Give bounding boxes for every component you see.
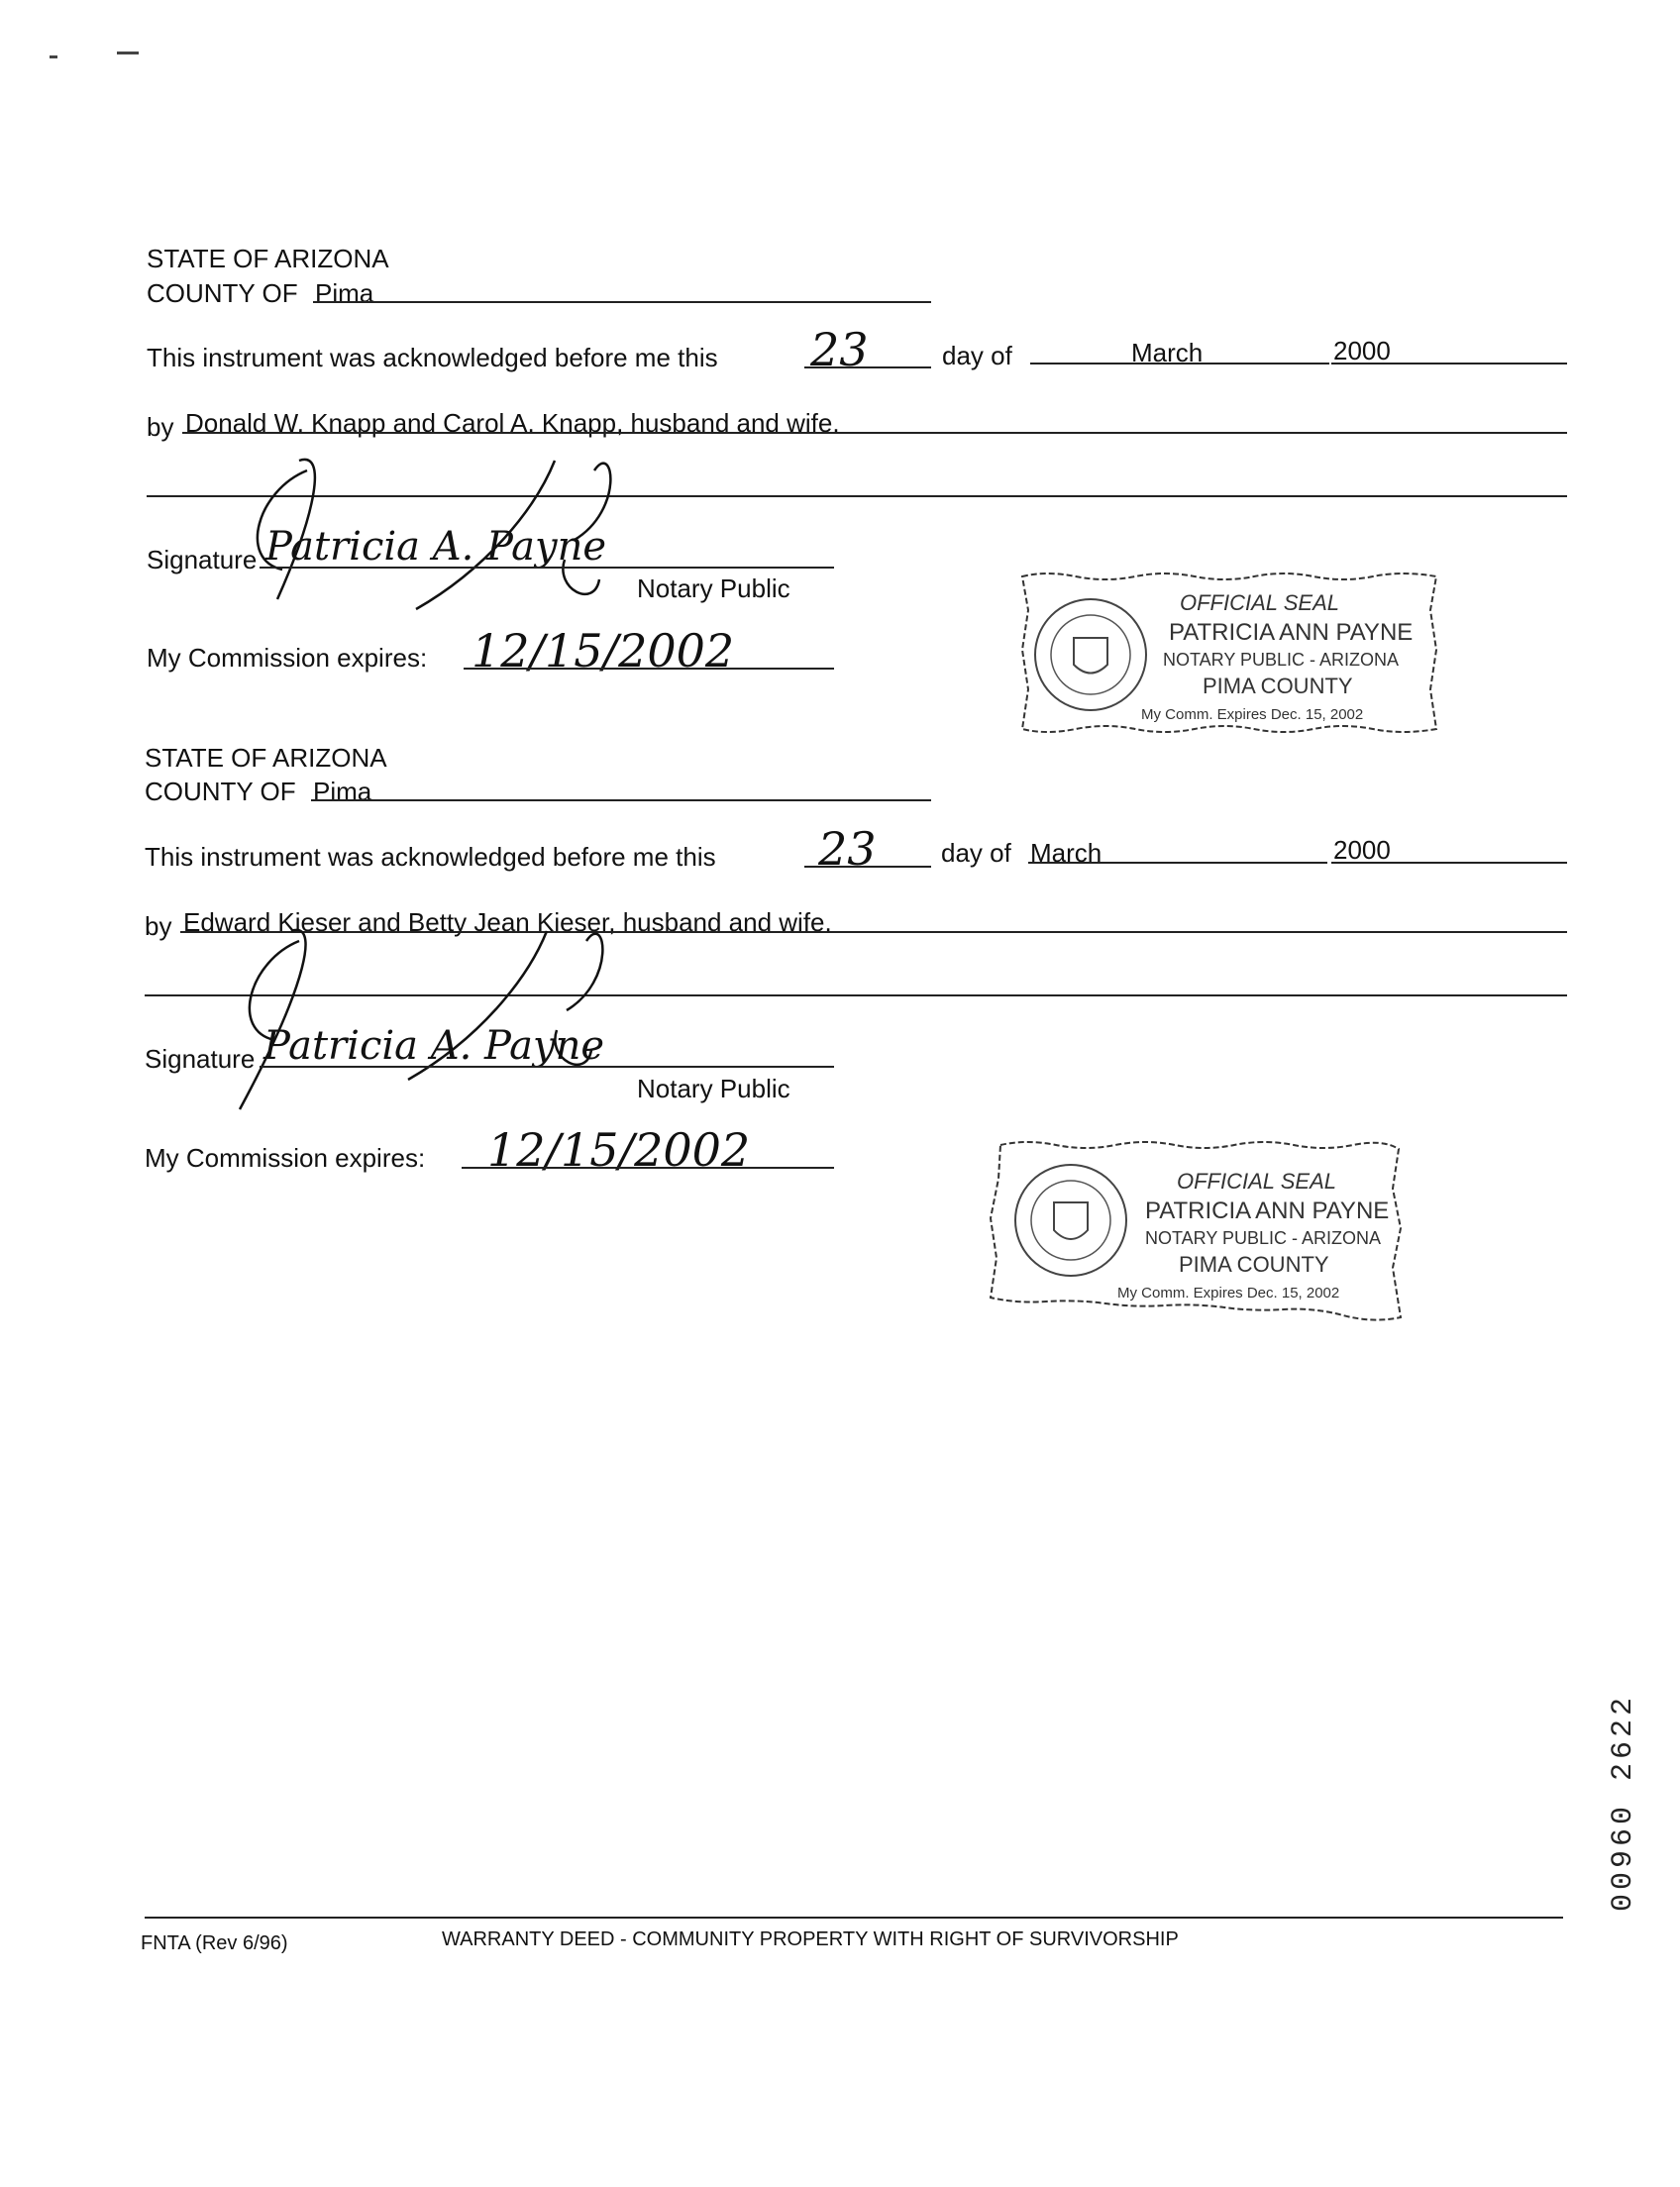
signature-label: Signature [145,1044,256,1074]
day-underline [804,866,931,868]
seal-line-county: PIMA COUNTY [1179,1252,1329,1277]
seal-line-expires: My Comm. Expires Dec. 15, 2002 [1141,706,1364,723]
month-underline [1030,363,1329,364]
seal-line-official: OFFICIAL SEAL [1180,590,1339,615]
day-of-label: day of [941,838,1011,868]
county-label: COUNTY OF [145,777,296,806]
commission-underline [464,668,834,670]
notary-signature: Patricia A. Payne [265,524,607,570]
seal-line-notary: NOTARY PUBLIC - ARIZONA [1163,650,1400,670]
county-underline [313,301,931,303]
signature-label: Signature [147,545,258,574]
county-value: Pima [313,777,372,806]
document-title: WARRANTY DEED - COMMUNITY PROPERTY WITH RIGHT OF SURVIVORSHIP [442,1928,1179,1950]
commission-label: My Commission expires: [147,643,428,673]
county-underline [311,799,931,801]
notary-public-label: Notary Public [637,573,790,603]
commission-date-handwritten: 12/15/2002 [487,1123,751,1177]
notary-public-label: Notary Public [637,1074,790,1103]
day-of-label: day of [942,341,1012,370]
commission-underline [462,1167,834,1169]
margin-document-number: 00960 2622 [1607,1693,1640,1912]
state-heading: STATE OF ARIZONA [147,244,389,273]
seal-line-official: OFFICIAL SEAL [1177,1169,1336,1194]
parties-names: Donald W. Knapp and Carol A. Knapp, husband and wife. [185,408,840,438]
state-heading: STATE OF ARIZONA [145,743,387,773]
signature-flourish [230,921,725,1090]
year-value: 2000 [1333,835,1391,865]
seal-line-county: PIMA COUNTY [1203,674,1353,698]
signature-underline [260,567,834,569]
day-handwritten: 23 [818,822,877,876]
form-id: FNTA (Rev 6/96) [141,1932,288,1954]
notary-seal-stamp [1016,571,1442,739]
day-underline [804,366,931,368]
county-value: Pima [315,278,374,308]
acknowledgment-text: This instrument was acknowledged before me this [147,343,718,372]
year-value: 2000 [1333,336,1391,365]
day-handwritten: 23 [810,323,869,376]
year-underline [1331,363,1567,364]
parties-names: Edward Kieser and Betty Jean Kieser, husband and wife. [183,907,832,937]
parties-underline [182,432,1567,434]
acknowledgment-text: This instrument was acknowledged before me this [145,842,716,872]
scan-mark [50,55,57,58]
commission-label: My Commission expires: [145,1143,426,1173]
seal-line-name: PATRICIA ANN PAYNE [1145,1198,1390,1224]
year-underline [1331,862,1567,864]
county-label: COUNTY OF [147,278,298,308]
notary-seal-stamp [987,1139,1413,1327]
seal-line-notary: NOTARY PUBLIC - ARIZONA [1145,1228,1382,1248]
signature-underline [260,1066,834,1068]
month-value: March [1131,338,1204,367]
footer-rule [145,1917,1563,1919]
by-label: by [145,911,172,941]
scan-mark [117,52,139,54]
seal-line-expires: My Comm. Expires Dec. 15, 2002 [1117,1285,1340,1302]
commission-date-handwritten: 12/15/2002 [472,624,735,677]
month-underline [1028,862,1327,864]
by-label: by [147,412,174,442]
notary-signature: Patricia A. Payne [263,1023,605,1069]
seal-line-name: PATRICIA ANN PAYNE [1169,619,1414,646]
month-value: March [1030,838,1102,868]
